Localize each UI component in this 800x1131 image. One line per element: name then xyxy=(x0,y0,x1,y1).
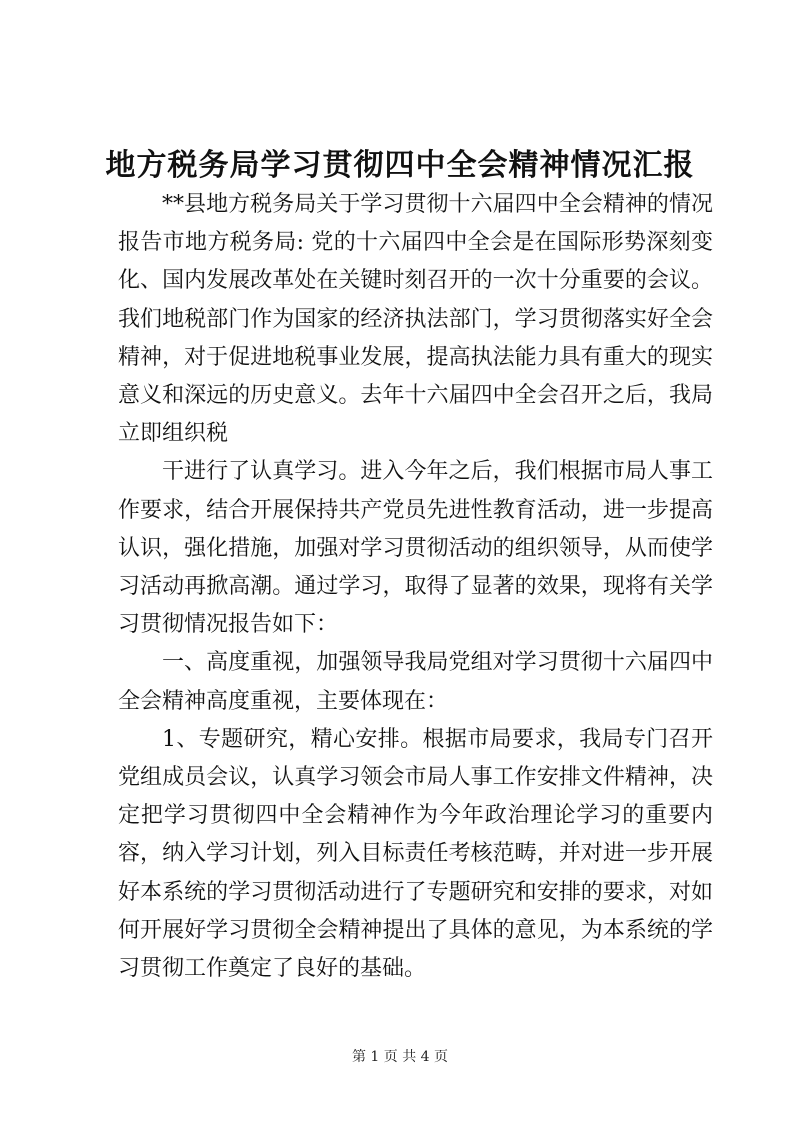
page-number-footer: 第 1 页 共 4 页 xyxy=(351,1049,449,1065)
body-paragraph-2: 干进行了认真学习。进入今年之后，我们根据市局人事工作要求，结合开展保持共产党员先进性教育活动，进一步提高认识，强化措施，加强对学习贯彻活动的组织领导，从而使学习活动再掀高潮。通过学习，取得了显著的效果，现将有关学习贯彻情况报告如下： xyxy=(118,459,713,638)
body-paragraph-4: 1、专题研究，精心安排。根据市局要求，我局专门召开党组成员会议，认真学习领会市局人事工作安排文件精神，决定把学习贯彻四中全会精神作为今年政治理论学习的重要内容，纳入学习计划，列入目标责任考核范畴，并对进一步开展好本系统的学习贯彻活动进行了专题研究和安排的要求，对如何开展好学习贯彻全会精神提出了具体的意见，为本系统的学习贯彻工作奠定了良好的基础。 xyxy=(118,726,713,982)
body-paragraph-1: **县地方税务局关于学习贯彻十六届四中全会精神的情况报告市地方税务局: 党的十六届四中全会是在国际形势深刻变化、国内发展改革处在关键时刻召开的一次十分重要的会议。我们地税部门作为国家的经济执法部门，学习贯彻落实好全会精神，对于促进地税事业发展，提高执法能力具有重大的现实意义和深远的历史意义。去年十六届四中全会召开之后，我局立即组织税 xyxy=(118,192,713,447)
document-body xyxy=(118,186,713,988)
document-title: 地方税务局学习贯彻四中全会精神情况汇报 xyxy=(105,148,695,183)
body-paragraph-3: 一、高度重视，加强领导我局党组对学习贯彻十六届四中全会精神高度重视，主要体现在： xyxy=(118,650,713,714)
